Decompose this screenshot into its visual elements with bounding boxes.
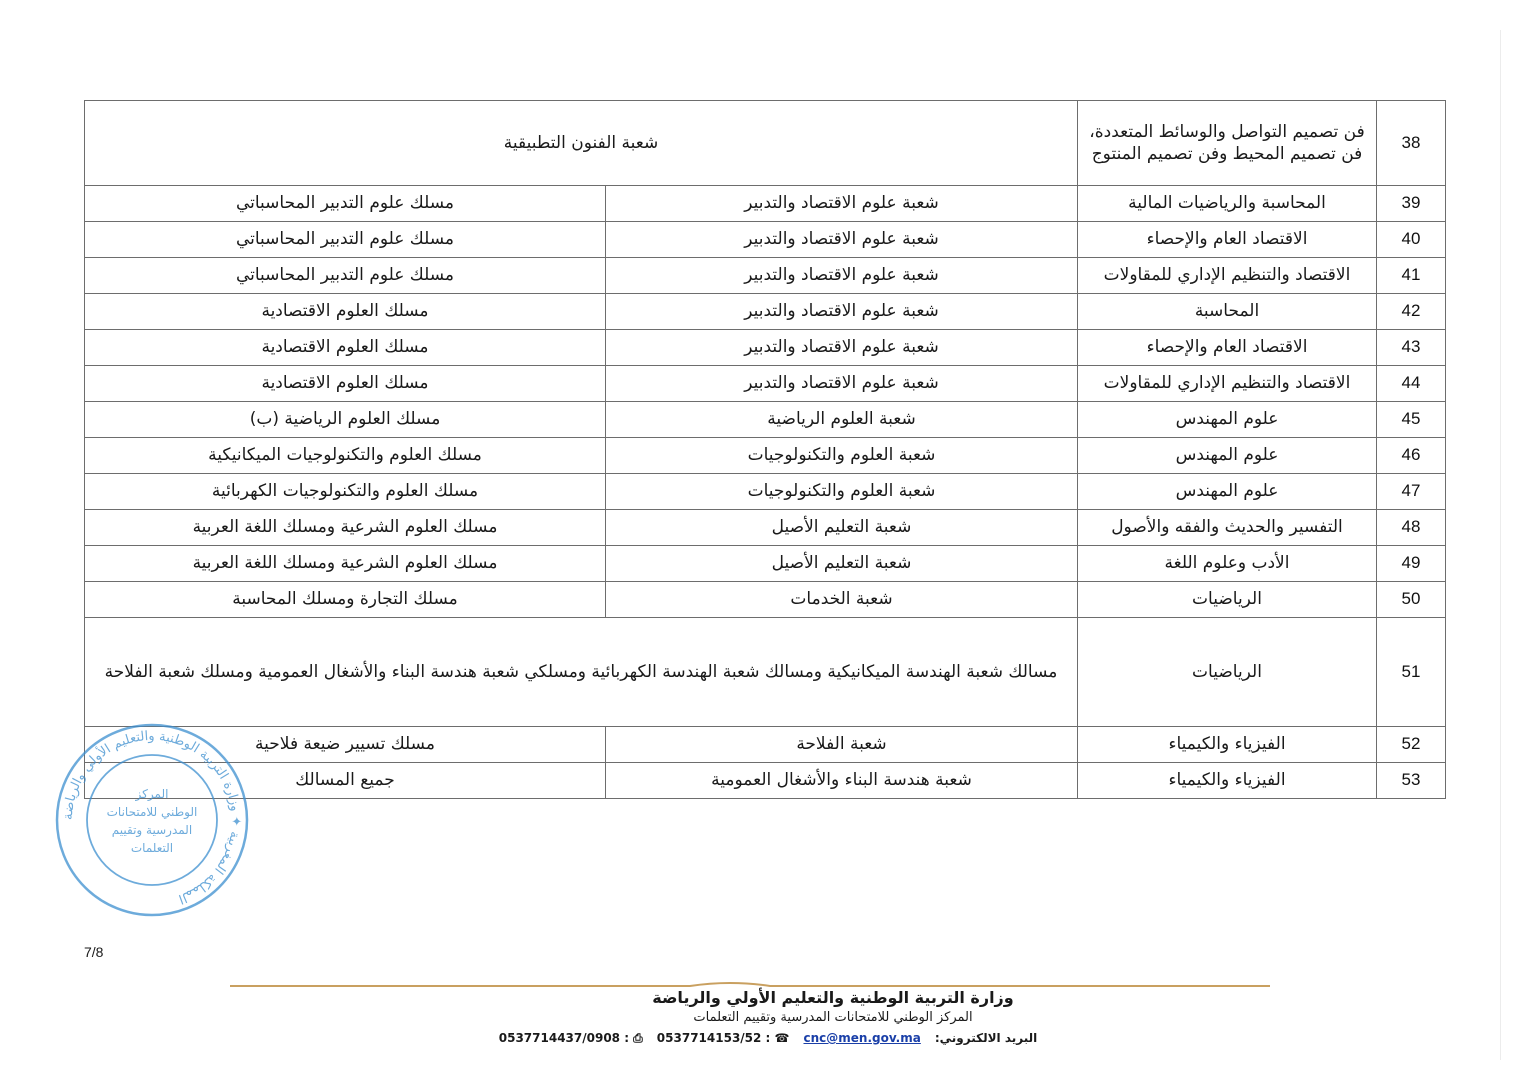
table-row: [85, 763, 1446, 799]
footer-center: المركز الوطني للامتحانات المدرسية وتقييم التعلمات: [693, 1010, 973, 1025]
subject-cell: الرياضيات: [1078, 582, 1377, 618]
field-cell: شعبة العلوم الرياضية: [606, 402, 1078, 438]
track-cell: مسلك علوم التدبير المحاسباتي: [85, 186, 606, 222]
subject-cell: الفيزياء والكيمياء: [1078, 763, 1377, 799]
subject-cell: الاقتصاد العام والإحصاء: [1078, 222, 1377, 258]
table-row: [85, 330, 1446, 366]
table-row: [85, 510, 1446, 546]
row-number: 47: [1377, 474, 1446, 510]
footer-ministry: وزارة التربية الوطنية والتعليم الأولي والرياضة: [652, 988, 1014, 1007]
track-cell: مسلك العلوم الشرعية ومسلك اللغة العربية: [85, 510, 606, 546]
subject-cell: علوم المهندس: [1078, 402, 1377, 438]
subject-cell: المحاسبة والرياضيات المالية: [1078, 186, 1377, 222]
subject-cell: الاقتصاد العام والإحصاء: [1078, 330, 1377, 366]
table-row: [85, 546, 1446, 582]
subject-cell: الرياضيات: [1078, 618, 1377, 727]
track-cell: مسلك العلوم الشرعية ومسلك اللغة العربية: [85, 546, 606, 582]
track-cell: مسلك التجارة ومسلك المحاسبة: [85, 582, 606, 618]
track-cell: جميع المسالك: [85, 763, 606, 799]
row-number: 48: [1377, 510, 1446, 546]
subject-cell: علوم المهندس: [1078, 438, 1377, 474]
footer-phone: ☎ : 0537714153/52: [656, 1031, 790, 1045]
field-cell: شعبة العلوم والتكنولوجيات: [606, 474, 1078, 510]
field-cell: شعبة العلوم والتكنولوجيات: [606, 438, 1078, 474]
footer-email-link[interactable]: cnc@men.gov.ma: [803, 1031, 921, 1045]
row-number: 51: [1377, 618, 1446, 727]
stamp-line-1: المركز: [135, 787, 169, 801]
row-number: 50: [1377, 582, 1446, 618]
table-body: [85, 101, 1446, 799]
stamp-line-2: الوطني للامتحانات: [106, 805, 198, 819]
field-cell: شعبة الفلاحة: [606, 727, 1078, 763]
official-stamp: [52, 720, 252, 920]
stamp-ring-text: المملكة المغربية ✦ وزارة التربية الوطنية والتعليم الأولي والرياضة: [60, 728, 244, 907]
field-cell: شعبة علوم الاقتصاد والتدبير: [606, 222, 1078, 258]
row-number: 44: [1377, 366, 1446, 402]
field-cell: شعبة التعليم الأصيل: [606, 546, 1078, 582]
field-cell: شعبة علوم الاقتصاد والتدبير: [606, 294, 1078, 330]
subject-cell: الفيزياء والكيمياء: [1078, 727, 1377, 763]
row-number: 53: [1377, 763, 1446, 799]
subject-cell: علوم المهندس: [1078, 474, 1377, 510]
row-number: 46: [1377, 438, 1446, 474]
subject-cell: المحاسبة: [1078, 294, 1377, 330]
row-number: 38: [1377, 101, 1446, 186]
track-cell: مسلك العلوم الاقتصادية: [85, 366, 606, 402]
table-row: [85, 366, 1446, 402]
row-number: 41: [1377, 258, 1446, 294]
stamp-line-3: المدرسية وتقييم: [111, 823, 193, 837]
row-number: 45: [1377, 402, 1446, 438]
track-cell: مسلك علوم التدبير المحاسباتي: [85, 222, 606, 258]
table-row: [85, 101, 1446, 186]
results-table: [84, 100, 1446, 799]
row-number: 43: [1377, 330, 1446, 366]
field-cell: شعبة هندسة البناء والأشغال العمومية: [606, 763, 1078, 799]
merged-field-cell: مسالك شعبة الهندسة الميكانيكية ومسالك شعبة الهندسة الكهربائية ومسلكي شعبة هندسة البناء والأشغال العمومية ومسلك شعبة الفلاحة: [85, 618, 1078, 727]
footer-email-label: البريد الالكتروني:: [934, 1031, 1038, 1045]
merged-field-cell: شعبة الفنون التطبيقية: [85, 101, 1078, 186]
subject-cell: الاقتصاد والتنظيم الإداري للمقاولات: [1078, 258, 1377, 294]
row-number: 49: [1377, 546, 1446, 582]
footer-fax: ⎙ : 0537714437/0908: [498, 1031, 643, 1045]
stamp-line-4: التعلمات: [130, 841, 174, 855]
subject-cell: فن تصميم التواصل والوسائط المتعددة، فن تصميم المحيط وفن تصميم المنتوج: [1078, 101, 1377, 186]
track-cell: مسلك العلوم والتكنولوجيات الكهربائية: [85, 474, 606, 510]
field-cell: شعبة علوم الاقتصاد والتدبير: [606, 330, 1078, 366]
footer-contact: [0, 1031, 1536, 1046]
table-row: [85, 438, 1446, 474]
table-row: [85, 474, 1446, 510]
page-edge: [1500, 30, 1501, 1060]
table-row: [85, 222, 1446, 258]
table-row: [85, 402, 1446, 438]
track-cell: مسلك العلوم الاقتصادية: [85, 330, 606, 366]
row-number: 40: [1377, 222, 1446, 258]
track-cell: مسلك العلوم الاقتصادية: [85, 294, 606, 330]
footer: [0, 988, 1536, 1046]
field-cell: شعبة الخدمات: [606, 582, 1078, 618]
track-cell: مسلك العلوم الرياضية (ب): [85, 402, 606, 438]
field-cell: شعبة علوم الاقتصاد والتدبير: [606, 366, 1078, 402]
subject-cell: الأدب وعلوم اللغة: [1078, 546, 1377, 582]
subject-cell: الاقتصاد والتنظيم الإداري للمقاولات: [1078, 366, 1377, 402]
subject-cell: التفسير والحديث والفقه والأصول: [1078, 510, 1377, 546]
table-row: [85, 618, 1446, 727]
table-row: [85, 258, 1446, 294]
page-number: 7/8: [84, 944, 104, 960]
field-cell: شعبة علوم الاقتصاد والتدبير: [606, 186, 1078, 222]
table-row: [85, 186, 1446, 222]
track-cell: مسلك تسيير ضيعة فلاحية: [85, 727, 606, 763]
row-number: 39: [1377, 186, 1446, 222]
table-row: [85, 294, 1446, 330]
table-row: [85, 727, 1446, 763]
track-cell: مسلك العلوم والتكنولوجيات الميكانيكية: [85, 438, 606, 474]
field-cell: شعبة علوم الاقتصاد والتدبير: [606, 258, 1078, 294]
field-cell: شعبة التعليم الأصيل: [606, 510, 1078, 546]
row-number: 52: [1377, 727, 1446, 763]
track-cell: مسلك علوم التدبير المحاسباتي: [85, 258, 606, 294]
table-row: [85, 582, 1446, 618]
row-number: 42: [1377, 294, 1446, 330]
